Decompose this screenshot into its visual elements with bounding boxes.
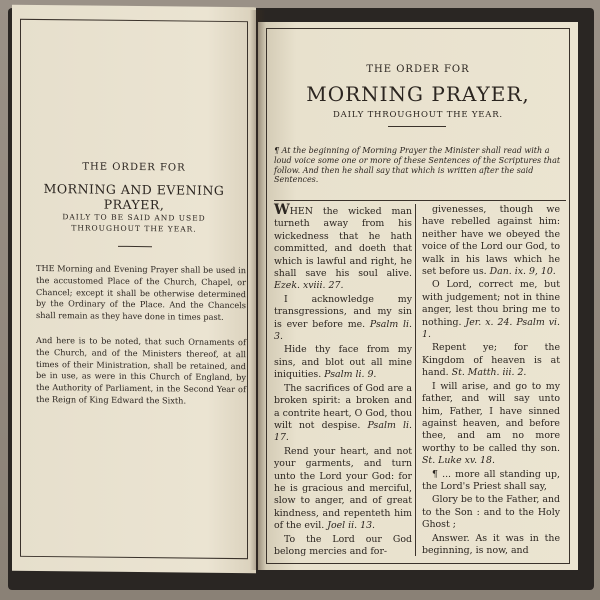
sentence-paragraph [422,204,560,278]
left-page [12,5,256,574]
left-paragraph-1: THE Morning and Evening Prayer shall be used in the accustomed Place of the Church, Chapel, or Chancel; except it shall be otherwise determined by the Ordinary of the Place. And the Chancels shall remain as they have done in times past. [36,262,246,323]
sentence-text: Hide thy face from my sins, and blot out all mine iniquities. [274,344,412,381]
book-gutter-shadow [250,10,266,570]
scripture-reference: St. Luke xv. 18. [422,455,495,467]
scripture-reference: Psalm li. 3. [274,318,412,343]
sentence-text: ¶ ... more all standing up, the Lord's Priest shall say, [422,468,560,492]
scripture-reference: St. Matth. iii. 2. [451,367,527,379]
left-daily-line1: DAILY TO BE SAID AND USED [62,212,206,223]
right-divider [388,126,446,127]
sentence-paragraph [422,381,560,468]
scripture-reference: Jer. x. 24. Psalm vi. 1. [422,316,560,341]
sentence-paragraph [422,279,560,341]
right-title: MORNING PRAYER, [306,82,530,106]
right-daily-line: DAILY THROUGHOUT THE YEAR. [333,110,503,120]
sentence-text: HEN the wicked man turneth away from his wickedness that he hath committed, and doeth that which is lawful and right, he shall save his soul alive. [274,206,412,280]
sentence-paragraph [274,446,412,533]
scripture-reference: Psalm li. 9. [324,369,377,381]
right-page [258,22,578,570]
sentence-text: givenesses, though we have rebelled against him: neither have we obeyed the voice of the Lord our God, to walk in his laws which he set before us. [422,204,560,278]
left-daily-line2: THROUGHOUT THE YEAR. [71,223,197,234]
sentence-paragraph [274,344,412,381]
left-order-for: THE ORDER FOR [82,161,186,174]
sentence-paragraph [422,469,560,494]
sentence-text: I will arise, and go to my father, and will say unto him, Father, I have sinned against heaven, and before thee, and am no more worthy to be called thy son. [422,380,560,454]
column-divider [415,204,416,556]
sentence-text: I acknowledge my transgressions, and my sin is ever before me. [274,293,412,330]
sentence-text: The sacrifices of God are a broken spirit: a broken and a contrite heart, O God, thou wilt not despise. [274,382,412,431]
sentences-column-right [422,204,560,558]
opening-rubric: ¶ At the beginning of Morning Prayer the Minister shall read with a loud voice some one or more of these Sentences of the Scriptures that follow. And then he shall say that which is written after the said Sentences. [274,146,561,185]
sentence-paragraph [422,494,560,531]
scripture-reference: Psalm li. 17. [274,419,412,444]
sentence-paragraph [422,533,560,558]
sentence-text: Repent ye; for the Kingdom of heaven is at hand. [422,342,560,379]
left-daily-line [12,211,256,236]
scripture-reference: Joel ii. 13. [327,520,376,532]
right-order-for: THE ORDER FOR [366,64,470,75]
sentence-paragraph [274,383,412,445]
sentence-text: O Lord, correct me, but with judgement; not in thine anger, lest thou bring me to nothing. [422,279,560,328]
scripture-reference: Dan. ix. 9, 10. [489,266,556,278]
sentence-paragraph [274,534,412,559]
sentences-column-left [274,204,412,559]
sentence-paragraph [274,294,412,344]
sentence-text: Glory be to the Father, and to the Son : and to the Holy Ghost ; [422,494,560,531]
sentence-text: Rend your heart, and not your garments, and turn unto the Lord your God: for he is gracious and merciful, slow to anger, and of great kindness, and repenteth him of the evil. [274,445,412,532]
left-title: MORNING AND EVENING PRAYER, [43,181,225,213]
sentence-paragraph [274,204,412,293]
sentence-text: To the Lord our God belong mercies and for- [274,533,412,557]
rubric-rule [274,200,566,201]
sentence-paragraph [422,342,560,379]
drop-cap: W [274,202,290,218]
scripture-reference: Ezek. xviii. 27. [274,280,344,292]
left-paragraph-2: And here is to be noted, that such Ornaments of the Church, and of the Ministers thereof, at all times of their Ministration, shall be retained, and be in use, as were in this Church of England, by the Authority of Parliament, in the Second Year of the Reign of King Edward the Sixth. [36,334,246,406]
sentence-text: Answer. As it was in the beginning, is now, and [422,532,560,556]
